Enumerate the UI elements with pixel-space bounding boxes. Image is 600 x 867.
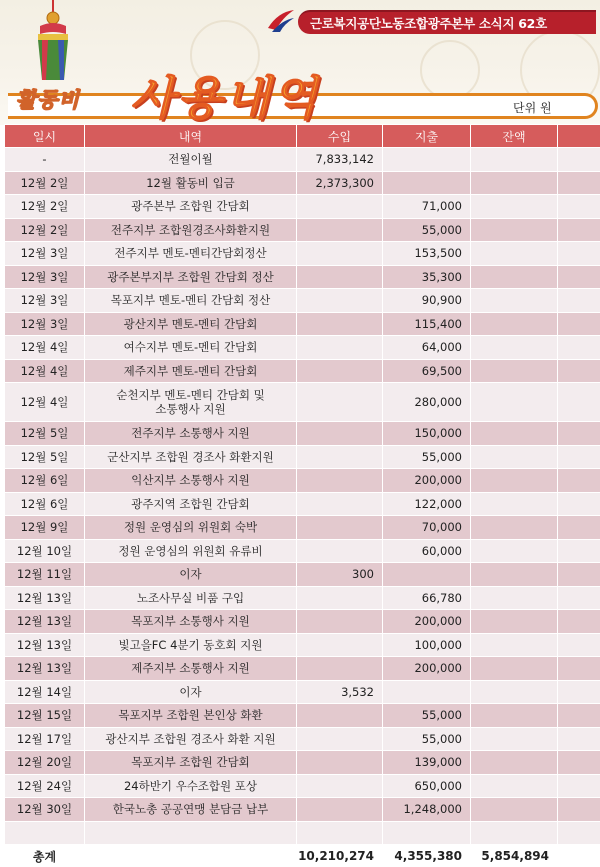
cell-date: 12월 5일 bbox=[5, 422, 85, 446]
cell-date: 12월 3일 bbox=[5, 289, 85, 313]
total-balance: 5,854,894 bbox=[471, 844, 558, 867]
cell-date: 12월 4일 bbox=[5, 336, 85, 360]
cell-expense bbox=[383, 680, 471, 704]
cell-blank bbox=[558, 171, 600, 195]
cell-income bbox=[297, 312, 383, 336]
cell-blank bbox=[558, 492, 600, 516]
cell-description: 광주본부 조합원 간담회 bbox=[85, 195, 297, 219]
page-header bbox=[0, 0, 600, 125]
cell-balance bbox=[471, 704, 558, 728]
cell-blank bbox=[558, 798, 600, 822]
cell-date: 12월 3일 bbox=[5, 312, 85, 336]
cell-expense: 100,000 bbox=[383, 633, 471, 657]
cell-expense: 64,000 bbox=[383, 336, 471, 360]
table-row bbox=[5, 445, 600, 469]
table-row bbox=[5, 798, 600, 822]
cell-expense: 35,300 bbox=[383, 265, 471, 289]
table-row bbox=[5, 265, 600, 289]
column-header-blank bbox=[558, 125, 600, 148]
cell-expense: 200,000 bbox=[383, 469, 471, 493]
cell-balance bbox=[471, 242, 558, 266]
cell-expense bbox=[383, 148, 471, 172]
cell-blank bbox=[558, 383, 600, 422]
cell-expense: 66,780 bbox=[383, 586, 471, 610]
cell-blank bbox=[558, 195, 600, 219]
cell-date: 12월 4일 bbox=[5, 359, 85, 383]
cell-balance bbox=[471, 586, 558, 610]
table-row bbox=[5, 195, 600, 219]
cell-income bbox=[297, 727, 383, 751]
cell-expense bbox=[383, 821, 471, 844]
cell-date: 12월 9일 bbox=[5, 516, 85, 540]
cell-date: 12월 14일 bbox=[5, 680, 85, 704]
table-row bbox=[5, 422, 600, 446]
table-body bbox=[5, 148, 600, 845]
column-header-balance: 잔액 bbox=[471, 125, 558, 148]
cell-expense: 71,000 bbox=[383, 195, 471, 219]
cell-expense: 200,000 bbox=[383, 610, 471, 634]
cell-expense: 55,000 bbox=[383, 218, 471, 242]
table-row bbox=[5, 469, 600, 493]
cell-balance bbox=[471, 218, 558, 242]
column-header-expense: 지출 bbox=[383, 125, 471, 148]
cell-description: 정원 운영심의 위원회 숙박 bbox=[85, 516, 297, 540]
cell-description: 익산지부 소통행사 지원 bbox=[85, 469, 297, 493]
cell-description: 목포지부 조합원 본인상 화환 bbox=[85, 704, 297, 728]
cell-balance bbox=[471, 336, 558, 360]
cell-date: 12월 6일 bbox=[5, 469, 85, 493]
total-label: 총계 bbox=[5, 844, 85, 867]
table-row bbox=[5, 680, 600, 704]
cell-balance bbox=[471, 422, 558, 446]
cell-description: 목포지부 소통행사 지원 bbox=[85, 610, 297, 634]
table-row bbox=[5, 821, 600, 844]
cell-income bbox=[297, 751, 383, 775]
cell-income bbox=[297, 359, 383, 383]
cell-income: 300 bbox=[297, 563, 383, 587]
column-header-date: 일시 bbox=[5, 125, 85, 148]
cell-description: 광산지부 멘토-멘티 간담회 bbox=[85, 312, 297, 336]
cell-expense bbox=[383, 171, 471, 195]
cell-blank bbox=[558, 657, 600, 681]
table-row bbox=[5, 148, 600, 172]
cell-description: 제주지부 멘토-멘티 간담회 bbox=[85, 359, 297, 383]
table-row bbox=[5, 751, 600, 775]
cell-income bbox=[297, 610, 383, 634]
cell-description: 광주본부지부 조합원 간담회 정산 bbox=[85, 265, 297, 289]
cell-balance bbox=[471, 171, 558, 195]
table-row bbox=[5, 633, 600, 657]
table-row bbox=[5, 657, 600, 681]
column-header-description: 내역 bbox=[85, 125, 297, 148]
cell-expense: 90,900 bbox=[383, 289, 471, 313]
cell-income bbox=[297, 516, 383, 540]
cell-blank bbox=[558, 336, 600, 360]
cell-income bbox=[297, 704, 383, 728]
cell-balance bbox=[471, 148, 558, 172]
cell-blank bbox=[558, 539, 600, 563]
cell-expense: 55,000 bbox=[383, 727, 471, 751]
cell-balance bbox=[471, 289, 558, 313]
cell-blank bbox=[558, 218, 600, 242]
cell-date: - bbox=[5, 148, 85, 172]
cell-expense: 153,500 bbox=[383, 242, 471, 266]
cell-description: 목포지부 멘토-멘티 간담회 정산 bbox=[85, 289, 297, 313]
cell-description: 전주지부 소통행사 지원 bbox=[85, 422, 297, 446]
cell-date: 12월 11일 bbox=[5, 563, 85, 587]
total-expense: 4,355,380 bbox=[383, 844, 471, 867]
cell-income: 3,532 bbox=[297, 680, 383, 704]
cell-balance bbox=[471, 516, 558, 540]
cell-expense: 60,000 bbox=[383, 539, 471, 563]
cell-blank bbox=[558, 610, 600, 634]
table-row bbox=[5, 516, 600, 540]
cell-date bbox=[5, 821, 85, 844]
cell-description: 빛고을FC 4분기 동호회 지원 bbox=[85, 633, 297, 657]
cell-date: 12월 13일 bbox=[5, 586, 85, 610]
table-row bbox=[5, 383, 600, 422]
table-row bbox=[5, 289, 600, 313]
cell-description: 제주지부 소통행사 지원 bbox=[85, 657, 297, 681]
cell-balance bbox=[471, 774, 558, 798]
table-row bbox=[5, 171, 600, 195]
cell-income bbox=[297, 586, 383, 610]
cell-blank bbox=[558, 445, 600, 469]
cell-income bbox=[297, 445, 383, 469]
cell-blank bbox=[558, 312, 600, 336]
page-title: 사용내역 bbox=[130, 71, 320, 125]
cell-date: 12월 30일 bbox=[5, 798, 85, 822]
cell-date: 12월 13일 bbox=[5, 610, 85, 634]
cell-description: 목포지부 조합원 간담회 bbox=[85, 751, 297, 775]
cell-balance bbox=[471, 798, 558, 822]
cell-balance bbox=[471, 633, 558, 657]
cell-description: 전주지부 조합원경조사화환지원 bbox=[85, 218, 297, 242]
cell-description: 이자 bbox=[85, 563, 297, 587]
cell-description: 노조사무실 비품 구입 bbox=[85, 586, 297, 610]
table-header-row bbox=[5, 125, 600, 148]
cell-date: 12월 2일 bbox=[5, 218, 85, 242]
table-row bbox=[5, 539, 600, 563]
cell-description: 여수지부 멘토-멘티 간담회 bbox=[85, 336, 297, 360]
cell-description: 이자 bbox=[85, 680, 297, 704]
cell-expense: 139,000 bbox=[383, 751, 471, 775]
cell-balance bbox=[471, 610, 558, 634]
table-row bbox=[5, 774, 600, 798]
cell-expense: 280,000 bbox=[383, 383, 471, 422]
cell-date: 12월 5일 bbox=[5, 445, 85, 469]
cell-income bbox=[297, 383, 383, 422]
cell-income bbox=[297, 798, 383, 822]
cell-balance bbox=[471, 445, 558, 469]
cell-description: 한국노총 공공연맹 분담금 납부 bbox=[85, 798, 297, 822]
cell-income bbox=[297, 422, 383, 446]
cell-balance bbox=[471, 359, 558, 383]
cell-blank bbox=[558, 586, 600, 610]
cell-income: 2,373,300 bbox=[297, 171, 383, 195]
cell-description bbox=[85, 821, 297, 844]
cell-blank bbox=[558, 704, 600, 728]
cell-expense: 55,000 bbox=[383, 445, 471, 469]
cell-expense: 650,000 bbox=[383, 774, 471, 798]
cell-balance bbox=[471, 195, 558, 219]
union-logo-icon bbox=[266, 8, 296, 34]
cell-blank bbox=[558, 774, 600, 798]
cell-balance bbox=[471, 821, 558, 844]
cell-expense: 69,500 bbox=[383, 359, 471, 383]
cell-income bbox=[297, 218, 383, 242]
cell-income bbox=[297, 774, 383, 798]
cell-date: 12월 24일 bbox=[5, 774, 85, 798]
cell-income bbox=[297, 633, 383, 657]
cell-description: 전월이월 bbox=[85, 148, 297, 172]
cell-balance bbox=[471, 539, 558, 563]
table-row bbox=[5, 492, 600, 516]
cell-blank bbox=[558, 680, 600, 704]
cell-blank bbox=[558, 821, 600, 844]
cell-date: 12월 15일 bbox=[5, 704, 85, 728]
cell-date: 12월 3일 bbox=[5, 242, 85, 266]
cell-expense bbox=[383, 563, 471, 587]
cell-income bbox=[297, 539, 383, 563]
table-row bbox=[5, 218, 600, 242]
cell-income bbox=[297, 242, 383, 266]
cell-expense: 122,000 bbox=[383, 492, 471, 516]
cell-description: 광산지부 조합원 경조사 화환 지원 bbox=[85, 727, 297, 751]
cell-date: 12월 20일 bbox=[5, 751, 85, 775]
table-row bbox=[5, 704, 600, 728]
norigae-ornament-icon bbox=[30, 0, 76, 82]
cell-income bbox=[297, 821, 383, 844]
cell-blank bbox=[558, 148, 600, 172]
table-row bbox=[5, 563, 600, 587]
cell-expense: 200,000 bbox=[383, 657, 471, 681]
cell-description: 전주지부 멘토-멘티간담회정산 bbox=[85, 242, 297, 266]
cell-blank bbox=[558, 422, 600, 446]
total-blank bbox=[558, 844, 600, 867]
cell-balance bbox=[471, 492, 558, 516]
table-row bbox=[5, 727, 600, 751]
cell-blank bbox=[558, 633, 600, 657]
unit-label: 단위 원 bbox=[513, 101, 552, 115]
cell-income bbox=[297, 469, 383, 493]
table-row bbox=[5, 336, 600, 360]
decorative-pattern bbox=[420, 40, 480, 100]
cell-income bbox=[297, 657, 383, 681]
cell-balance bbox=[471, 563, 558, 587]
cell-blank bbox=[558, 751, 600, 775]
cell-description: 순천지부 멘토-멘티 간담회 및 소통행사 지원 bbox=[85, 383, 297, 422]
cell-date: 12월 2일 bbox=[5, 195, 85, 219]
cell-description: 12월 활동비 입금 bbox=[85, 171, 297, 195]
cell-balance bbox=[471, 680, 558, 704]
cell-date: 12월 13일 bbox=[5, 657, 85, 681]
total-blank bbox=[85, 844, 297, 867]
cell-balance bbox=[471, 751, 558, 775]
cell-expense: 70,000 bbox=[383, 516, 471, 540]
cell-income bbox=[297, 289, 383, 313]
newsletter-banner: 근로복지공단노동조합광주본부 소식지 62호 bbox=[298, 10, 596, 34]
cell-blank bbox=[558, 265, 600, 289]
cell-blank bbox=[558, 242, 600, 266]
cell-income bbox=[297, 265, 383, 289]
table-row bbox=[5, 586, 600, 610]
cell-date: 12월 3일 bbox=[5, 265, 85, 289]
table-row bbox=[5, 312, 600, 336]
cell-balance bbox=[471, 657, 558, 681]
cell-expense: 55,000 bbox=[383, 704, 471, 728]
cell-blank bbox=[558, 289, 600, 313]
cell-balance bbox=[471, 469, 558, 493]
cell-blank bbox=[558, 469, 600, 493]
cell-balance bbox=[471, 265, 558, 289]
table-row bbox=[5, 610, 600, 634]
cell-date: 12월 17일 bbox=[5, 727, 85, 751]
total-row bbox=[5, 844, 600, 867]
cell-blank bbox=[558, 563, 600, 587]
table-row bbox=[5, 242, 600, 266]
cell-date: 12월 10일 bbox=[5, 539, 85, 563]
cell-income bbox=[297, 195, 383, 219]
cell-description: 24하반기 우수조합원 포상 bbox=[85, 774, 297, 798]
cell-expense: 115,400 bbox=[383, 312, 471, 336]
total-income: 10,210,274 bbox=[297, 844, 383, 867]
cell-date: 12월 2일 bbox=[5, 171, 85, 195]
cell-description: 광주지역 조합원 간담회 bbox=[85, 492, 297, 516]
column-header-income: 수입 bbox=[297, 125, 383, 148]
cell-description: 군산지부 조합원 경조사 화환지원 bbox=[85, 445, 297, 469]
cell-date: 12월 13일 bbox=[5, 633, 85, 657]
cell-description: 정원 운영심의 위원회 유류비 bbox=[85, 539, 297, 563]
cell-income bbox=[297, 336, 383, 360]
cell-blank bbox=[558, 359, 600, 383]
cell-blank bbox=[558, 727, 600, 751]
cell-income: 7,833,142 bbox=[297, 148, 383, 172]
title-prefix: 활동비 bbox=[16, 88, 80, 112]
cell-date: 12월 6일 bbox=[5, 492, 85, 516]
cell-date: 12월 4일 bbox=[5, 383, 85, 422]
cell-balance bbox=[471, 312, 558, 336]
table-row bbox=[5, 359, 600, 383]
cell-blank bbox=[558, 516, 600, 540]
cell-expense: 150,000 bbox=[383, 422, 471, 446]
cell-balance bbox=[471, 383, 558, 422]
cell-income bbox=[297, 492, 383, 516]
cell-balance bbox=[471, 727, 558, 751]
cell-expense: 1,248,000 bbox=[383, 798, 471, 822]
expense-table bbox=[4, 124, 600, 867]
